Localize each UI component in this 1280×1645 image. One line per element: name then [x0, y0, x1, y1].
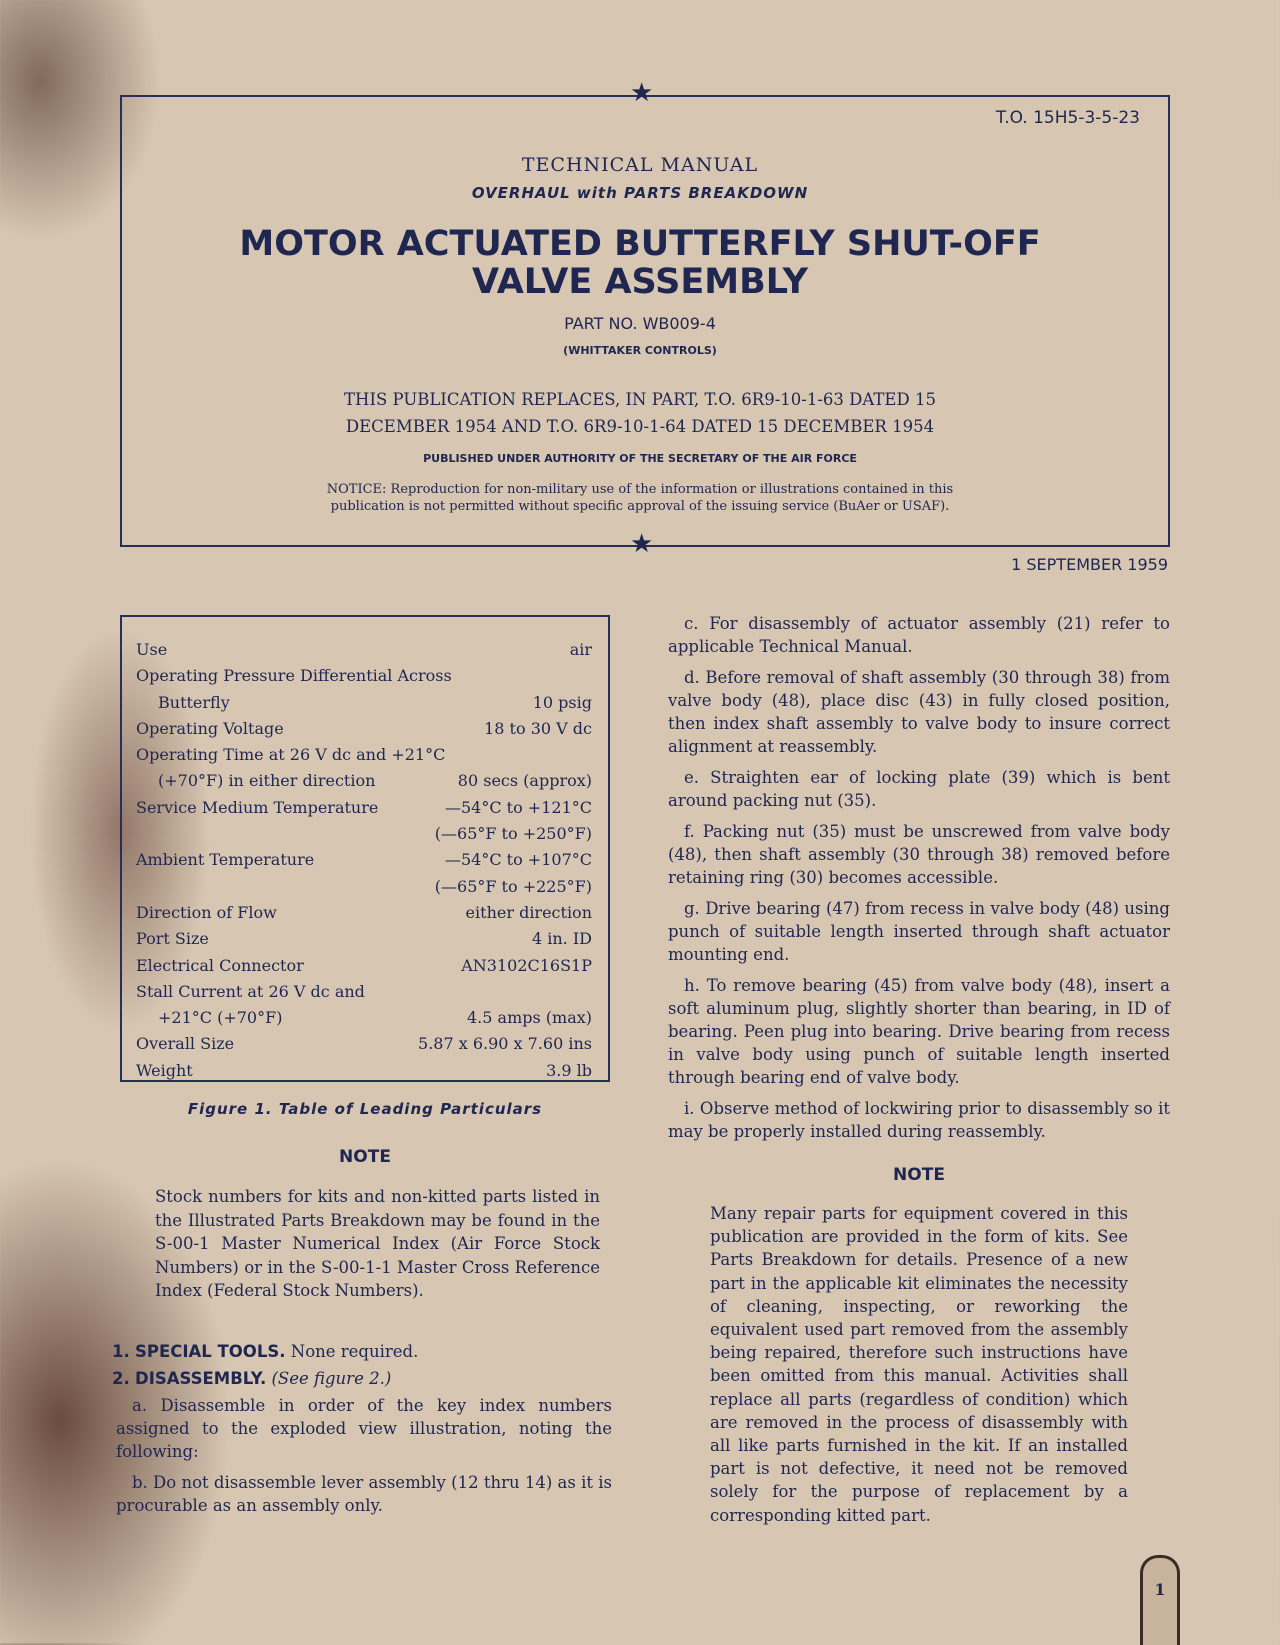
- notice-line2: publication is not permitted without specific approval of the issuing service (BuAer or USAF).: [330, 499, 950, 514]
- step-d: d. Before removal of shaft assembly (30 through 38) from valve body (48), place disc (43) in fully closed position, then index shaft assembly to valve body to insure correct alignment at reassembly.: [668, 668, 1170, 756]
- particular-label: Port Size: [136, 929, 209, 949]
- note-text-right: Many repair parts for equipment covered in this publication are provided in the form of kits. See Parts Breakdown for details. Presence of a new part in the applicable kit eliminates the necessity of cleaning, inspecting, or reworking the equivalent used part removed from the assembly being repaired, therefore such instructions have been omitted from this manual. Activities shall replace all parts (regardless of condition) which are removed in the process of disassembly with all like parts furnished in the kit. If an installed part is not defective, it need not be removed solely for the purpose of replacement by a corresponding kitted part.: [710, 1204, 1128, 1525]
- page-number: 1: [1154, 1580, 1166, 1599]
- particular-value: 18 to 30 V dc: [484, 718, 592, 738]
- step-i: i. Observe method of lockwiring prior to disassembly so it may be properly installed during reassembly.: [668, 1099, 1170, 1141]
- manufacturer: (WHITTAKER CONTROLS): [563, 344, 717, 357]
- replaces-line2: DECEMBER 1954 AND T.O. 6R9-10-1-64 DATED 15 DECEMBER 1954: [345, 417, 935, 436]
- step-a: a. Disassemble in order of the key index numbers assigned to the exploded view illustration, noting the following:: [116, 1396, 612, 1461]
- note-heading-right: NOTE: [893, 1165, 945, 1185]
- particular-value: air: [569, 640, 592, 659]
- page-number-tab: [1140, 1555, 1180, 1645]
- particular-value: 5.87 x 6.90 x 7.60 ins: [418, 1034, 592, 1054]
- step-c: c. For disassembly of actuator assembly (21) refer to applicable Technical Manual.: [668, 614, 1170, 656]
- particular-value: 10 psig: [532, 692, 592, 712]
- particular-value: (—65°F to +250°F): [434, 824, 592, 844]
- particular-row: [136, 716, 592, 742]
- step-b: b. Do not disassemble lever assembly (12 thru 14) as it is procurable as an assembly only.: [116, 1473, 612, 1515]
- particular-label: Ambient Temperature: [136, 850, 315, 870]
- figure-caption: Figure 1. Table of Leading Particulars: [187, 1100, 543, 1118]
- particular-row: [136, 847, 592, 873]
- step-f: f. Packing nut (35) must be unscrewed from valve body (48), then shaft assembly (30 through 38) removed before retaining ring (30) becomes accessible.: [668, 822, 1170, 887]
- subtitle: OVERHAUL with PARTS BREAKDOWN: [471, 184, 809, 202]
- manual-type: TECHNICAL MANUAL: [521, 154, 759, 176]
- particular-label: Use: [136, 640, 168, 659]
- publication-date: 1 SEPTEMBER 1959: [1011, 555, 1168, 574]
- right-column-steps: [668, 612, 1170, 1151]
- title-line1: MOTOR ACTUATED BUTTERFLY SHUT-OFF: [239, 224, 1041, 264]
- particular-row: [136, 768, 592, 794]
- section-disassembly: 2. DISASSEMBLY. (See figure 2.): [112, 1369, 392, 1388]
- particular-row: [136, 1031, 592, 1057]
- step-e: e. Straighten ear of locking plate (39) which is bent around packing nut (35).: [668, 768, 1170, 810]
- particular-label: Service Medium Temperature: [136, 797, 379, 817]
- particular-row: [136, 953, 592, 979]
- particular-value: 4.5 amps (max): [467, 1008, 592, 1028]
- step-h: h. To remove bearing (45) from valve body (48), insert a soft aluminum plug, slightly shorter than bearing, in ID of bearing. Peen plug into bearing. Drive bearing from recess in valve body using punch of suitable length inserted through bearing end of valve body.: [668, 976, 1170, 1087]
- particular-value: —54°C to +121°C: [444, 797, 592, 817]
- notice-line1: NOTICE: Reproduction for non-military use of the information or illustrations contained in this: [326, 482, 954, 497]
- particular-label: Butterfly: [158, 692, 230, 712]
- particular-value: —54°C to +107°C: [444, 850, 592, 870]
- leading-particulars-table: [120, 615, 610, 1082]
- particular-label: Operating Time at 26 V dc and +21°C: [136, 745, 446, 765]
- particular-row: [136, 663, 592, 689]
- particular-label: Operating Pressure Differential Across: [136, 666, 452, 686]
- particular-value: 4 in. ID: [531, 929, 592, 949]
- particular-value: either direction: [465, 902, 592, 922]
- particular-row: [136, 979, 592, 1005]
- particular-label: Direction of Flow: [136, 902, 277, 922]
- title-line2: VALVE ASSEMBLY: [471, 262, 808, 302]
- particular-row: [136, 926, 592, 952]
- section-special-tools: 1. SPECIAL TOOLS. None required.: [112, 1342, 419, 1361]
- particular-row: [136, 1058, 592, 1084]
- particular-value: 80 secs (approx): [457, 771, 592, 791]
- particular-label: Electrical Connector: [136, 955, 304, 975]
- star-icon: ★: [630, 78, 654, 108]
- particular-label: Stall Current at 26 V dc and: [136, 981, 365, 1001]
- sections: [112, 1342, 612, 1525]
- star-icon: ★: [630, 529, 654, 559]
- particular-value: (—65°F to +225°F): [434, 876, 592, 896]
- note-text: Stock numbers for kits and non-kitted parts listed in the Illustrated Parts Breakdown may be found in the S-00-1 Master Numerical Index (Air Force Stock Numbers) or in the S-00-1-1 Master Cross Reference Index (Federal Stock Numbers).: [155, 1187, 600, 1300]
- step-g: g. Drive bearing (47) from recess in valve body (48) using punch of suitable length inserted through shaft actuator mounting end.: [668, 899, 1170, 964]
- particular-row: [136, 795, 592, 821]
- to-number: T.O. 15H5-3-5-23: [995, 108, 1140, 128]
- particular-row: [136, 637, 592, 663]
- particular-row: [136, 821, 592, 847]
- authority: PUBLISHED UNDER AUTHORITY OF THE SECRETARY OF THE AIR FORCE: [423, 452, 857, 465]
- particular-row: [136, 742, 592, 768]
- note-heading: NOTE: [339, 1147, 391, 1167]
- particular-row: [136, 874, 592, 900]
- replaces-line1: THIS PUBLICATION REPLACES, IN PART, T.O. 6R9-10-1-63 DATED 15: [344, 390, 936, 409]
- particular-value: AN3102C16S1P: [461, 955, 592, 975]
- particular-value: 3.9 lb: [546, 1060, 592, 1080]
- particular-label: Weight: [136, 1060, 193, 1080]
- particular-label: Overall Size: [136, 1034, 235, 1054]
- part-number: PART NO. WB009-4: [564, 314, 716, 333]
- particular-label: +21°C (+70°F): [158, 1008, 283, 1028]
- particular-label: Operating Voltage: [136, 718, 284, 738]
- particular-row: [136, 690, 592, 716]
- particular-row: [136, 900, 592, 926]
- particular-row: [136, 1005, 592, 1031]
- particular-label: (+70°F) in either direction: [158, 771, 376, 791]
